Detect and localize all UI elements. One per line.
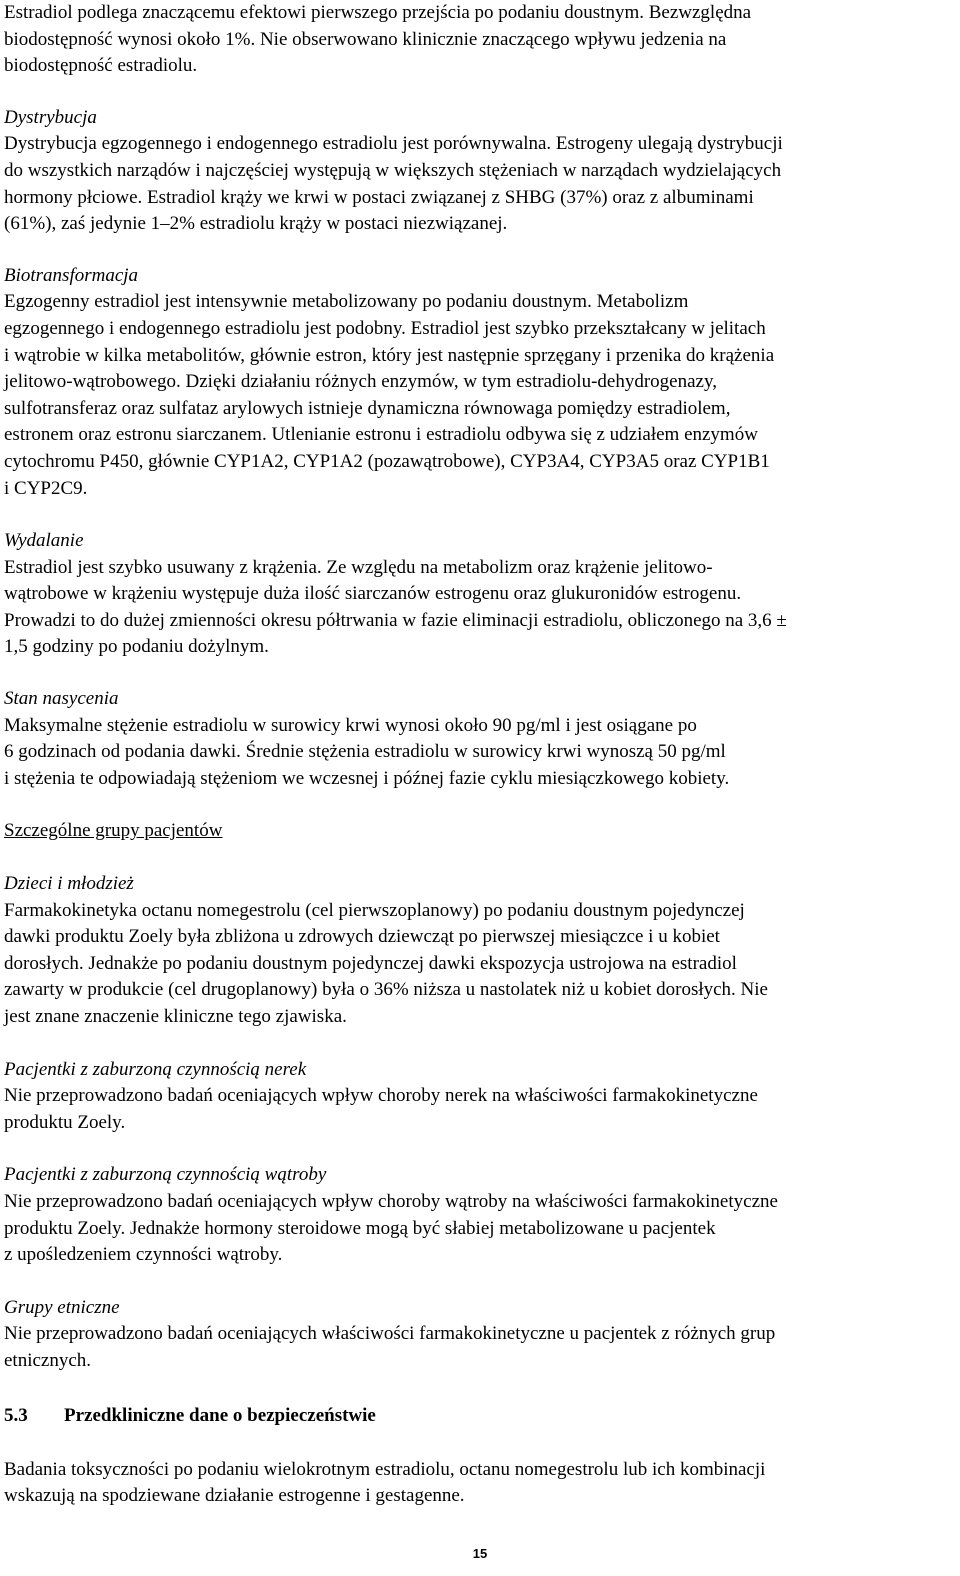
paragraph-biotransformacja: [4, 289, 956, 502]
section-heading-5-3: [4, 1403, 956, 1429]
text-line: estronem oraz estronu siarczanem. Utlenianie estronu i estradiolu odbywa się z udziałem enzymów: [4, 424, 758, 446]
paragraph-grupy-etniczne: [4, 1321, 956, 1374]
text-line: Nie przeprowadzono badań oceniających właściwości farmakokinetyczne u pacjentek z różnych grup: [4, 1323, 776, 1345]
text-line: biodostępność wynosi około 1%. Nie obserwowano klinicznie znaczącego wpływu jedzenia na: [4, 28, 727, 50]
text-line: wątrobowe w krążeniu występuje duża ilość siarczanów estrogenu oraz glukuronidów estrogenu.: [4, 583, 742, 605]
text-line: Farmakokinetyka octanu nomegestrolu (cel pierwszoplanowy) po podaniu doustnym pojedynczej: [4, 899, 745, 921]
subheading-biotransformacja: Biotransformacja: [4, 264, 139, 286]
text-line: (61%), zaś jedynie 1–2% estradiolu krąży w postaci niezwiązanej.: [4, 213, 508, 235]
subheading-watroba: Pacjentki z zaburzoną czynnością wątroby: [4, 1164, 327, 1186]
text-line: do wszystkich narządów i najczęściej występują w większych stężeniach w narządach wydzielających: [4, 159, 782, 181]
paragraph-watroba: [4, 1189, 956, 1269]
section-number: 5.3: [4, 1404, 28, 1426]
text-line: i wątrobie w kilka metabolitów, głównie estron, który jest następnie sprzęgany i przenika do krążenia: [4, 344, 775, 366]
subheading-dzieci: Dzieci i młodzież: [4, 873, 134, 895]
text-line: Dystrybucja egzogennego i endogennego estradiolu jest porównywalna. Estrogeny ulegają dystrybucji: [4, 133, 783, 155]
paragraph-section-5-3: [4, 1457, 956, 1510]
text-line: hormony płciowe. Estradiol krąży we krwi w postaci związanej z SHBG (37%) oraz z albuminami: [4, 186, 754, 208]
intro-paragraph: [4, 0, 956, 80]
text-line: dawki produktu Zoely była zbliżona u zdrowych dziewcząt po pierwszej miesiączce i u kobiet: [4, 926, 720, 948]
text-line: Nie przeprowadzono badań oceniających wpływ choroby nerek na właściwości farmakokinetyczne: [4, 1085, 758, 1107]
subheading-nerki: Pacjentki z zaburzoną czynnością nerek: [4, 1058, 307, 1080]
paragraph-stan-nasycenia: [4, 713, 956, 793]
paragraph-dystrybucja: [4, 131, 956, 237]
text-line: dorosłych. Jednakże po podaniu doustnym pojedynczej dawki ekspozycja ustrojowa na estradiol: [4, 952, 737, 974]
section-title: Przedkliniczne dane o bezpieczeństwie: [64, 1404, 376, 1426]
text-line: produktu Zoely. Jednakże hormony steroidowe mogą być słabiej metabolizowane u pacjentek: [4, 1217, 716, 1239]
subheading-stan-nasycenia: Stan nasycenia: [4, 688, 119, 710]
text-line: 1,5 godziny po podaniu dożylnym.: [4, 636, 269, 658]
heading-szczegolne-grupy: Szczególne grupy pacjentów: [4, 820, 223, 842]
text-line: produktu Zoely.: [4, 1111, 126, 1133]
subheading-dystrybucja: Dystrybucja: [4, 106, 97, 128]
text-line: wskazują na spodziewane działanie estrogenne i gestagenne.: [4, 1485, 465, 1507]
text-line: Prowadzi to do dużej zmienności okresu półtrwania w fazie eliminacji estradiolu, obliczonego na 3,6 ±: [4, 609, 787, 631]
text-line: sulfotransferaz oraz sulfataz arylowych istnieje dynamiczna równowaga pomiędzy estradiolem,: [4, 397, 731, 419]
text-line: zawarty w produkcie (cel drugoplanowy) była o 36% niższa u nastolatek niż u kobiet dorosłych. Nie: [4, 979, 768, 1001]
text-line: i CYP2C9.: [4, 477, 88, 499]
paragraph-nerki: [4, 1083, 956, 1136]
subheading-grupy-etniczne: Grupy etniczne: [4, 1296, 120, 1318]
text-line: Estradiol podlega znaczącemu efektowi pierwszego przejścia po podaniu doustnym. Bezwzględna: [4, 2, 752, 23]
paragraph-dzieci: [4, 898, 956, 1031]
text-line: etnicznych.: [4, 1349, 92, 1371]
text-line: egzogennego i endogennego estradiolu jest podobny. Estradiol jest szybko przekształcany w jelitach: [4, 317, 766, 339]
text-line: Badania toksyczności po podaniu wielokrotnym estradiolu, octanu nomegestrolu lub ich kombinacji: [4, 1458, 766, 1480]
text-line: Maksymalne stężenie estradiolu w surowicy krwi wynosi około 90 pg/ml i jest osiągane po: [4, 714, 697, 736]
subheading-wydalanie: Wydalanie: [4, 530, 84, 552]
paragraph-wydalanie: [4, 555, 956, 661]
text-line: Egzogenny estradiol jest intensywnie metabolizowany po podaniu doustnym. Metabolizm: [4, 291, 689, 313]
text-line: 6 godzinach od podania dawki. Średnie stężenia estradiolu w surowicy krwi wynoszą 50 pg/ml: [4, 741, 726, 763]
document-page: [4, 0, 956, 1510]
text-line: cytochromu P450, głównie CYP1A2, CYP1A2 (pozawątrobowe), CYP3A4, CYP3A5 oraz CYP1B1: [4, 450, 770, 472]
text-line: jelitowo-wątrobowego. Dzięki działaniu różnych enzymów, w tym estradiolu-dehydrogenazy,: [4, 371, 717, 393]
page-number: 15: [472, 1546, 488, 1561]
text-line: jest znane znaczenie kliniczne tego zjawiska.: [4, 1006, 347, 1027]
text-line: z upośledzeniem czynności wątroby.: [4, 1244, 283, 1266]
text-line: biodostępność estradiolu.: [4, 55, 198, 77]
text-line: i stężenia te odpowiadają stężeniom we wczesnej i późnej fazie cyklu miesiączkowego kobiety.: [4, 767, 730, 789]
text-line: Nie przeprowadzono badań oceniających wpływ choroby wątroby na właściwości farmakokinetyczne: [4, 1190, 778, 1212]
text-line: Estradiol jest szybko usuwany z krążenia. Ze względu na metabolizm oraz krążenie jelitowo-: [4, 556, 713, 578]
